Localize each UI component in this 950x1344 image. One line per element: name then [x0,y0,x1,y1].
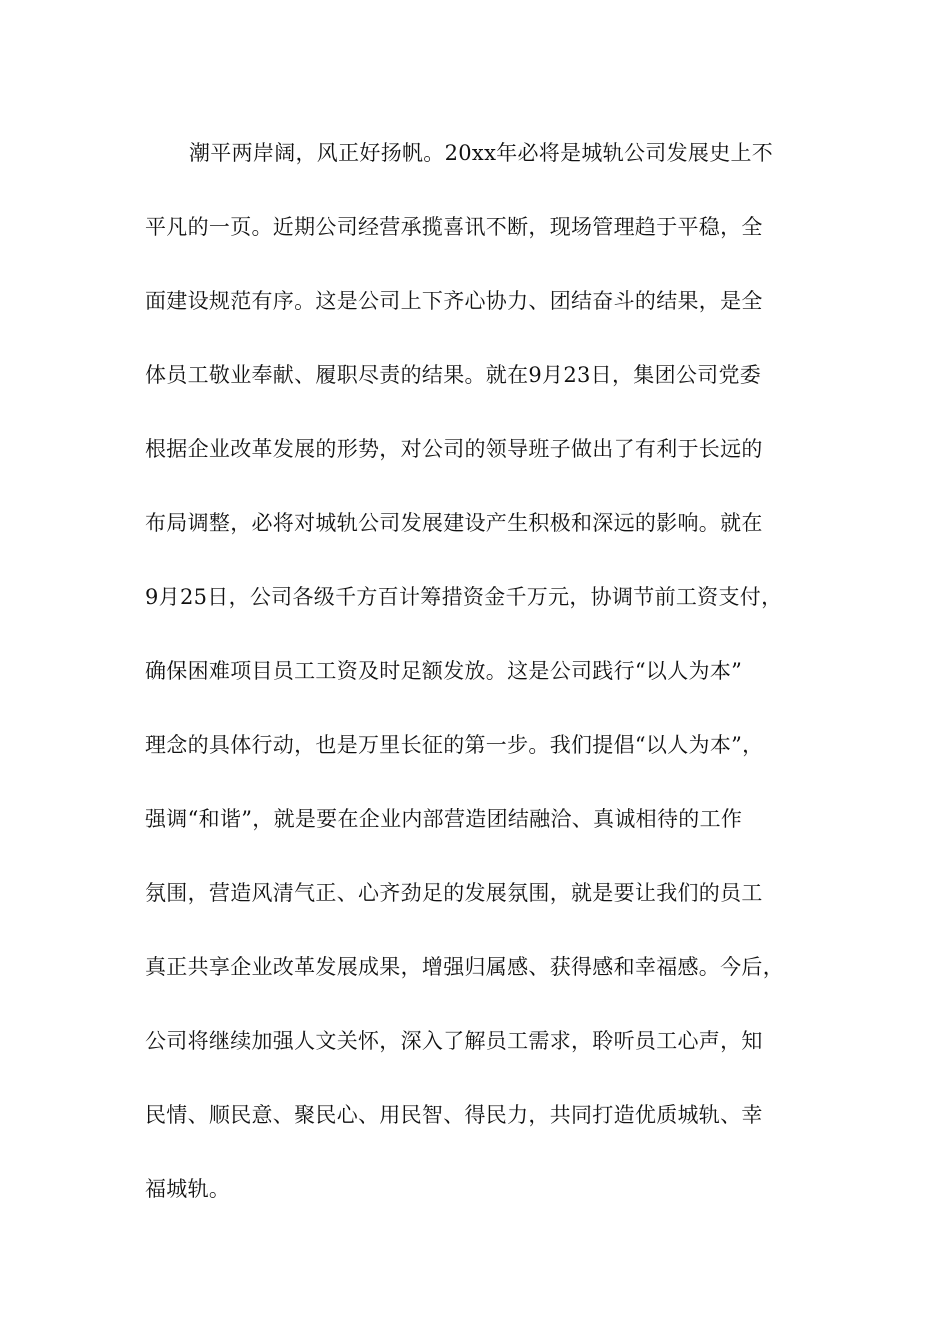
paragraph-line: 氛围，营造风清气正、心齐劲足的发展氛围，就是要让我们的员工 [145,881,763,905]
paragraph-line: 民情、顺民意、聚民心、用民智、得民力，共同打造优质城轨、幸 [145,1103,763,1127]
paragraph-line: 面建设规范有序。这是公司上下齐心协力、团结奋斗的结果，是全 [145,289,763,313]
paragraph-line: 平凡的一页。近期公司经营承揽喜讯不断，现场管理趋于平稳，全 [145,215,763,239]
paragraph-line: 真正共享企业改革发展成果，增强归属感、获得感和幸福感。今后， [145,955,784,979]
paragraph-line: 9月25日，公司各级千方百计筹措资金千万元，协调节前工资支付， [145,585,783,609]
paragraph-line: 体员工敬业奉献、履职尽责的结果。就在9月23日，集团公司党委 [145,363,762,387]
paragraph-line: 强调“和谐”，就是要在企业内部营造团结融洽、真诚相待的工作 [145,807,743,831]
paragraph-line: 布局调整，必将对城轨公司发展建设产生积极和深远的影响。就在 [145,511,763,535]
paragraph-line: 公司将继续加强人文关怀，深入了解员工需求，聆听员工心声，知 [145,1029,763,1053]
paragraph-line: 根据企业改革发展的形势，对公司的领导班子做出了有利于长远的 [145,437,763,461]
paragraph-line: 理念的具体行动，也是万里长征的第一步。我们提倡“以人为本”， [145,733,764,757]
body-paragraph [145,132,815,1242]
paragraph-line: 确保困难项目员工工资及时足额发放。这是公司践行“以人为本” [145,659,743,683]
paragraph-line: 福城轨。 [145,1177,231,1201]
paragraph-line: 潮平两岸阔，风正好扬帆。20xx年必将是城轨公司发展史上不 [189,141,774,165]
